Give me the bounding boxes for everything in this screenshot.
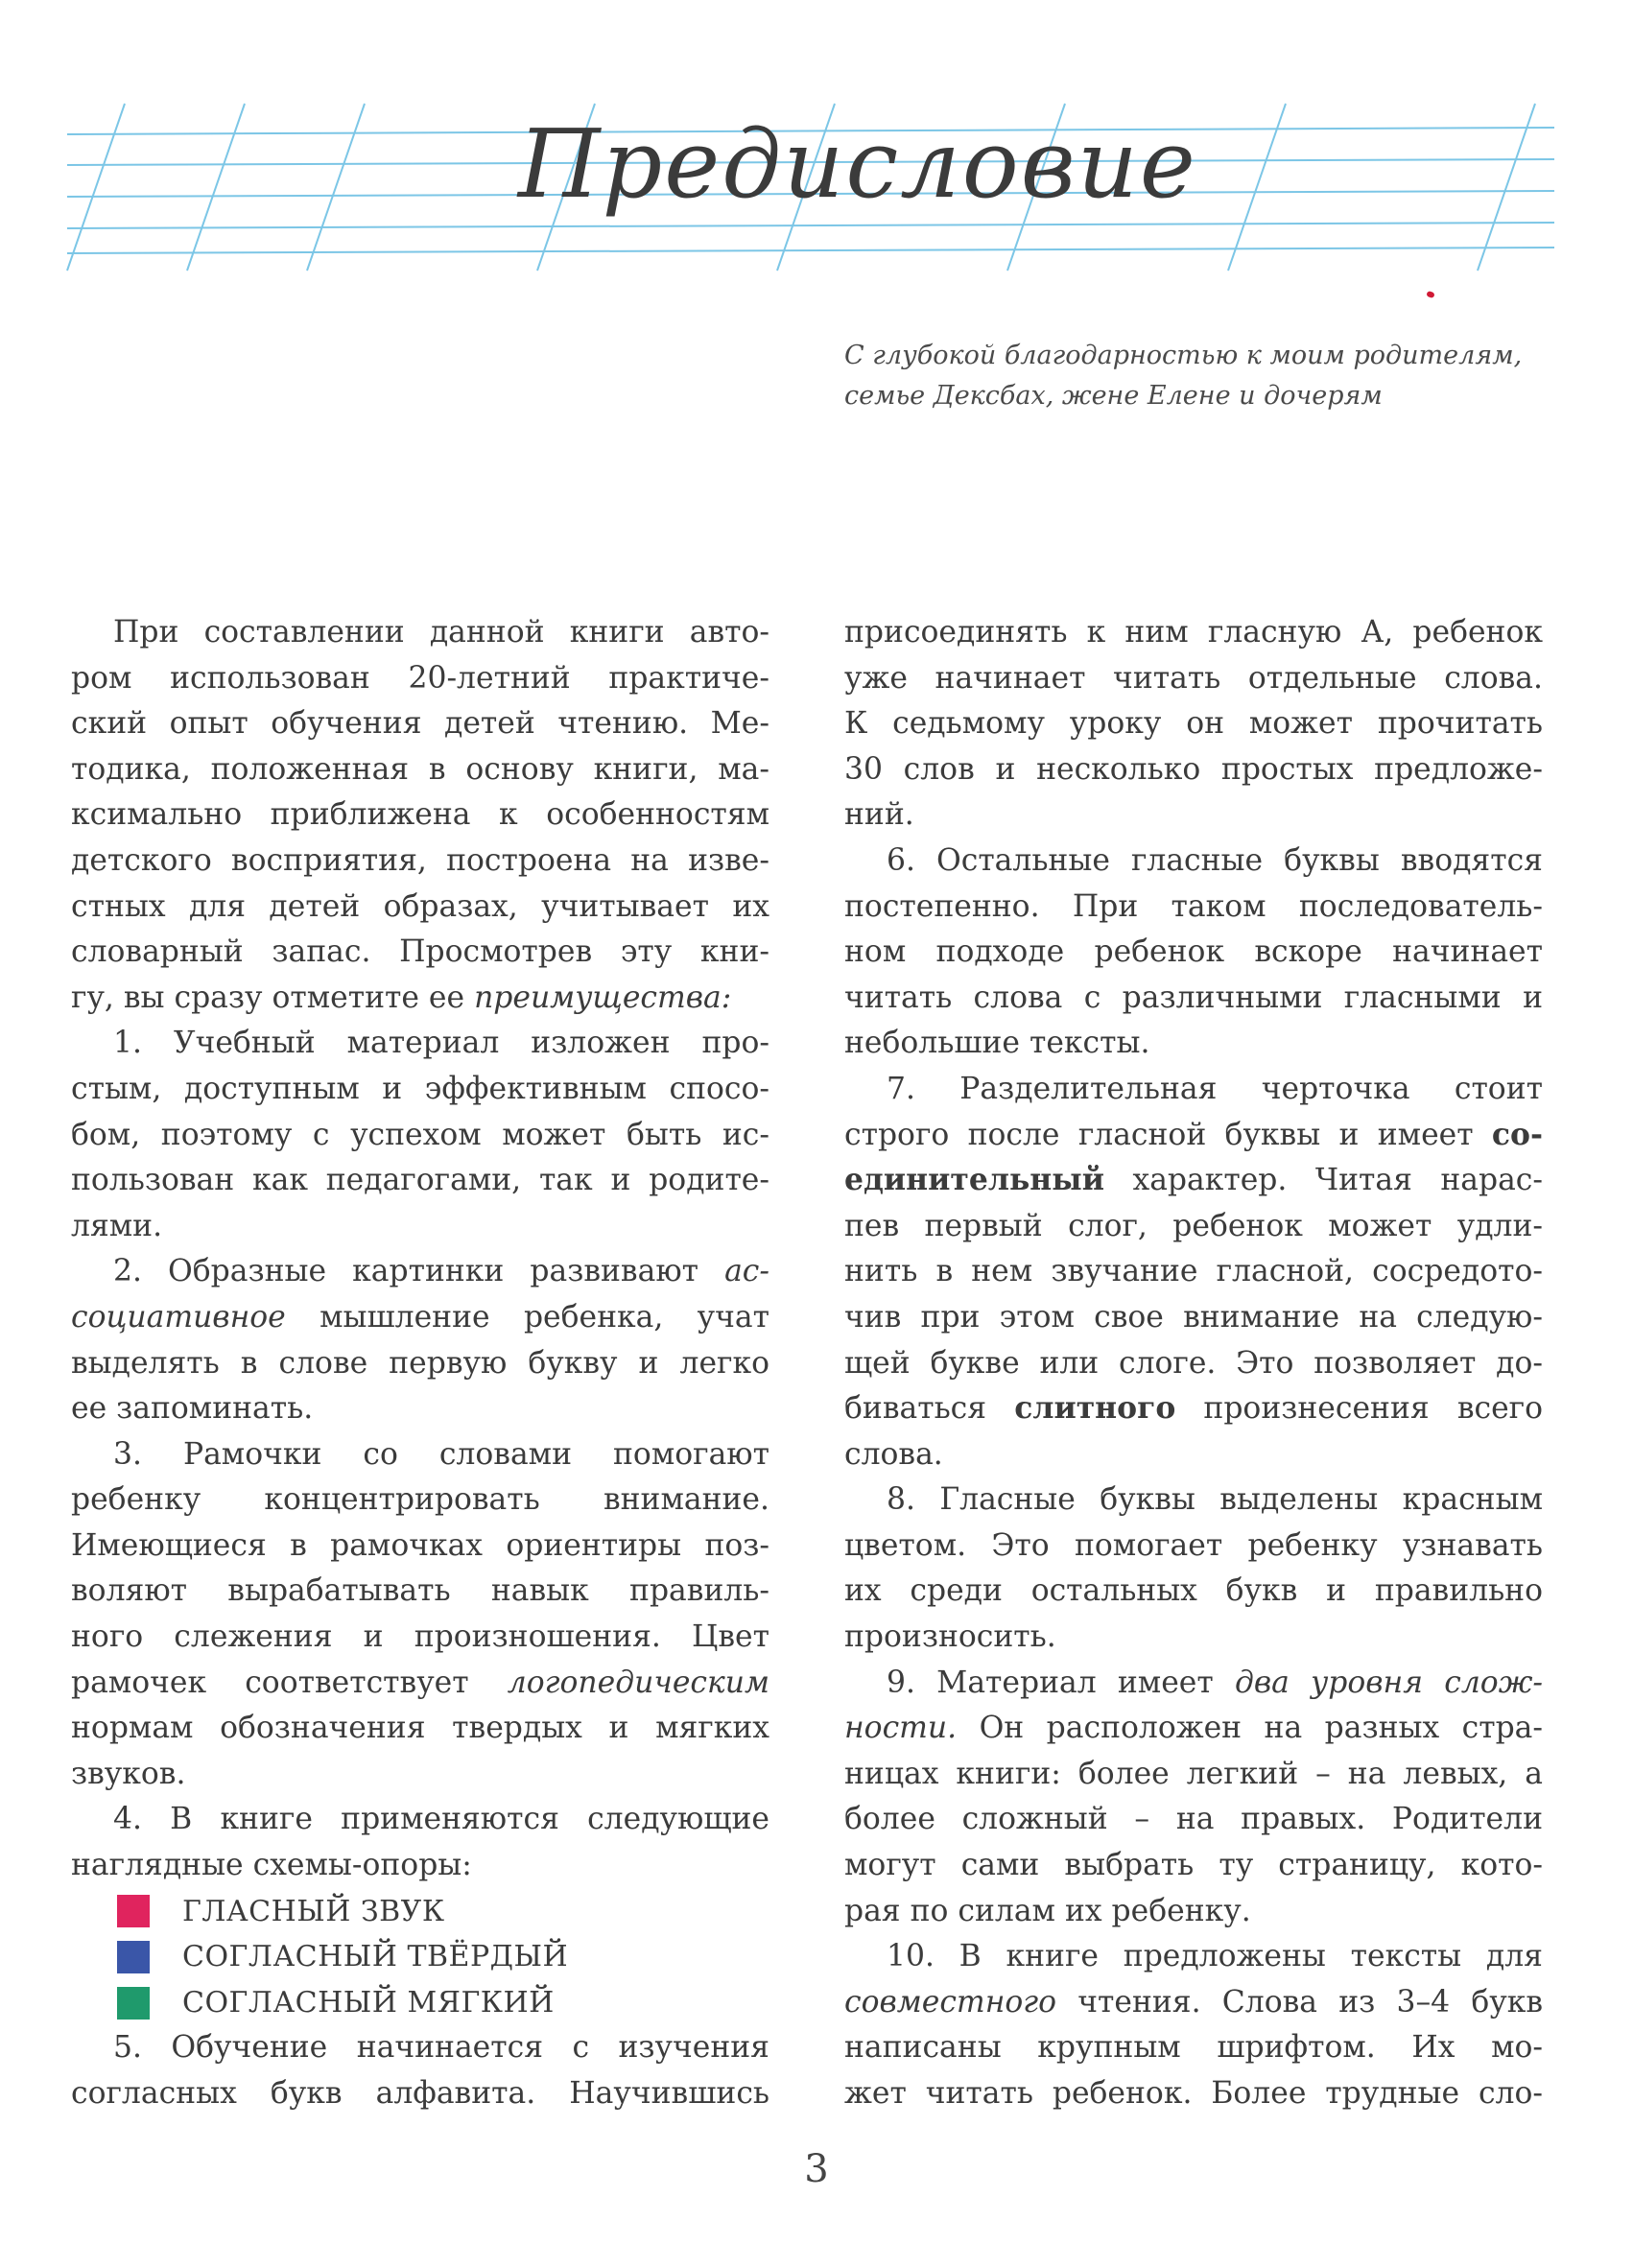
text-line xyxy=(844,1706,1543,1752)
text-line: При составлении данной книги авто- xyxy=(113,615,769,650)
text-line: 4. В книге применяются следующие xyxy=(113,1802,769,1837)
emphasis: совместного xyxy=(844,1984,1057,2020)
text-line: бом, поэтому с успехом может быть ис- xyxy=(71,1117,769,1152)
text-run: биваться xyxy=(844,1391,1015,1427)
bold-term: слитного xyxy=(1014,1391,1176,1427)
swatch-green-icon xyxy=(117,1987,150,2020)
text-run: 2. Образные картинки развивают xyxy=(113,1254,725,1289)
emphasis: ас- xyxy=(724,1254,769,1289)
text-line: ром использован 20-летний практиче- xyxy=(71,660,769,696)
text-line: ский опыт обучения детей чтению. Ме- xyxy=(71,706,769,742)
text-line: стым, доступным и эффективным спосо- xyxy=(71,1071,769,1106)
text-run: мышление ребенка, учат xyxy=(285,1299,769,1335)
text-run: характер. Читая нарас- xyxy=(1104,1163,1543,1198)
text-line: 1. Учебный материал изложен про- xyxy=(113,1026,769,1061)
text-line: 5. Обучение начинается с изучения xyxy=(113,2030,769,2066)
text-line: более сложный – на правых. Родители xyxy=(844,1802,1543,1837)
text-line: могут сами выбрать ту страницу, кото- xyxy=(844,1848,1543,1883)
swatch-red-icon xyxy=(117,1895,150,1927)
text-line: Имеющиеся в рамочках ориентиры поз- xyxy=(71,1527,769,1563)
text-line: выделять в слове первую букву и легко xyxy=(71,1345,769,1381)
text-line: написаны крупным шрифтом. Их мо- xyxy=(844,2030,1543,2066)
text-line xyxy=(71,1661,769,1707)
text-line: произносить. xyxy=(844,1619,1056,1655)
legend-item-vowel xyxy=(71,1889,769,1935)
emphasis: два уровня слож- xyxy=(1234,1665,1543,1700)
text-line: ний. xyxy=(844,797,914,833)
text-line: 30 слов и несколько простых предложе- xyxy=(844,751,1543,787)
text-line: нить в нем звучание гласной, сосредото- xyxy=(844,1254,1543,1289)
text-line xyxy=(844,1980,1543,2026)
text-line: их среди остальных букв и правильно xyxy=(844,1573,1543,1609)
text-run: произнесения всего xyxy=(1175,1391,1543,1427)
text-line: читать слова с различными гласными и xyxy=(844,980,1543,1015)
text-line: ницах книги: более легкий – на левых, а xyxy=(844,1756,1543,1791)
text-line xyxy=(844,1661,1543,1707)
text-line: стных для детей образах, учитывает их xyxy=(71,888,769,924)
text-line: лями. xyxy=(71,1208,163,1243)
text-line xyxy=(71,1295,769,1341)
text-line: ном подходе ребенок вскоре начинает xyxy=(844,934,1543,970)
emphasis: ности. xyxy=(844,1711,958,1746)
text-line: чив при этом свое внимание на следую- xyxy=(844,1299,1543,1335)
text-run: гу, вы сразу отметите ее xyxy=(71,980,475,1015)
text-line: 8. Гласные буквы выделены красным xyxy=(887,1482,1543,1518)
text-line xyxy=(844,1158,1543,1204)
text-line: уже начинает читать отдельные слова. xyxy=(844,660,1543,696)
bold-term: единительный xyxy=(844,1163,1105,1198)
text-run: Он расположен на разных стра- xyxy=(957,1711,1543,1746)
legend-item-hard-consonant xyxy=(71,1934,769,1980)
right-column xyxy=(844,610,1543,2117)
text-line: постепенно. При таком последователь- xyxy=(844,888,1543,924)
legend-item-soft-consonant xyxy=(71,1980,769,2026)
text-line: цветом. Это помогает ребенку узнавать xyxy=(844,1527,1543,1563)
text-line: 10. В книге предложены тексты для xyxy=(887,1939,1543,1974)
text-line: воляют вырабатывать навык правиль- xyxy=(71,1573,769,1609)
bold-term: со- xyxy=(1491,1117,1543,1152)
text-line: тодика, положенная в основу книги, ма- xyxy=(71,751,769,787)
text-line: ее запоминать. xyxy=(71,1391,314,1427)
text-line: словарный запас. Просмотрев эту кни- xyxy=(71,934,769,970)
text-line: присоединять к ним гласную А, ребенок xyxy=(844,615,1543,650)
text-line xyxy=(71,1249,769,1295)
text-line: наглядные схемы-опоры: xyxy=(71,1848,472,1883)
dedication xyxy=(844,336,1574,416)
text-line: звуков. xyxy=(71,1756,186,1791)
text-line: 3. Рамочки со словами помогают xyxy=(113,1436,769,1472)
text-line: слова. xyxy=(844,1436,943,1472)
page-title: Предисловие xyxy=(518,110,1197,220)
text-run: строго после гласной буквы и имеет xyxy=(844,1117,1492,1152)
text-line: небольшие тексты. xyxy=(844,1026,1150,1061)
left-column xyxy=(71,610,769,2117)
emphasis: логопедическим xyxy=(507,1665,769,1700)
text-run: 9. Материал имеет xyxy=(887,1665,1235,1700)
text-line: 7. Разделительная черточка стоит xyxy=(887,1071,1543,1106)
text-line: жет читать ребенок. Более трудные сло- xyxy=(844,2076,1543,2111)
text-line: 6. Остальные гласные буквы вводятся xyxy=(887,842,1543,878)
text-run: рамочек соответствует xyxy=(71,1665,508,1700)
dedication-line: семье Дексбах, жене Елене и дочерям xyxy=(844,381,1383,411)
text-line: рая по силам их ребенку. xyxy=(844,1893,1251,1928)
emphasis: социативное xyxy=(71,1299,286,1335)
text-line: нормам обозначения твердых и мягких xyxy=(71,1711,769,1746)
text-line: ного слежения и произношения. Цвет xyxy=(71,1619,769,1655)
page-number: 3 xyxy=(804,2147,829,2191)
text-line: щей букве или слоге. Это позволяет до- xyxy=(844,1345,1543,1381)
text-line: пев первый слог, ребенок может удли- xyxy=(844,1208,1543,1243)
legend-label: ГЛАСНЫЙ ЗВУК xyxy=(182,1894,445,1928)
text-line: ксимально приближена к особенностям xyxy=(71,797,769,833)
swatch-blue-icon xyxy=(117,1941,150,1973)
emphasis: преимущества: xyxy=(474,980,732,1015)
text-line xyxy=(844,1386,1543,1432)
text-line xyxy=(71,976,769,1022)
text-line: детского восприятия, построена на изве- xyxy=(71,842,769,878)
legend-label: СОГЛАСНЫЙ ТВЁРДЫЙ xyxy=(182,1940,569,1974)
text-line: согласных букв алфавита. Научившись xyxy=(71,2076,769,2111)
text-line: К седьмому уроку он может прочитать xyxy=(844,706,1543,742)
text-line xyxy=(844,1113,1543,1159)
legend-label: СОГЛАСНЫЙ МЯГКИЙ xyxy=(182,1985,555,2020)
text-line: пользован как педагогами, так и родите- xyxy=(71,1163,769,1198)
dedication-line: С глубокой благодарностью к моим родителям, xyxy=(844,341,1523,370)
text-run: чтения. Слова из 3–4 букв xyxy=(1056,1984,1543,2020)
text-line: ребенку концентрировать внимание. xyxy=(71,1482,769,1518)
